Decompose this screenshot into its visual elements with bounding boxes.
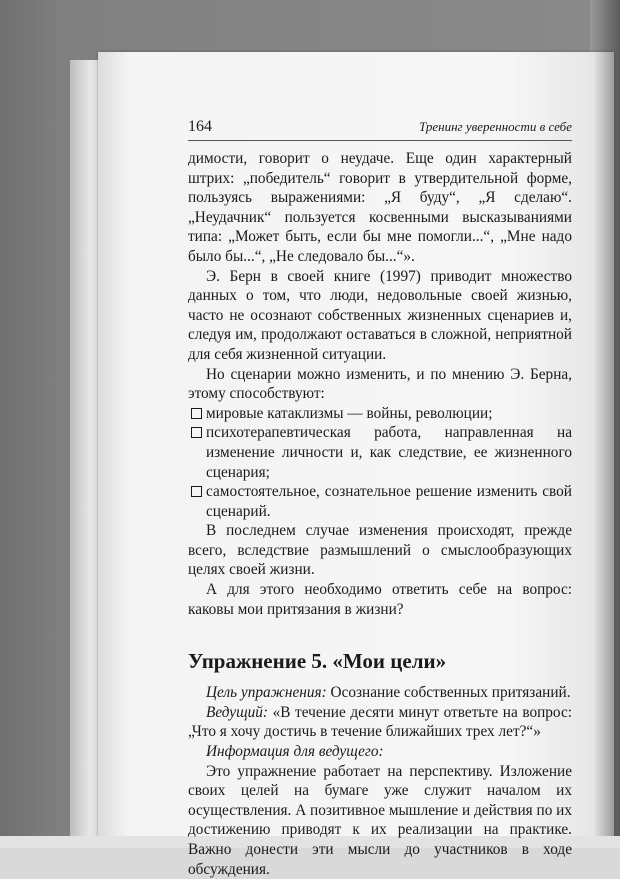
goal-text: Осознание собственных притязаний. bbox=[326, 684, 571, 702]
goal-label: Цель упражнения: bbox=[206, 684, 327, 702]
list-item bbox=[188, 423, 572, 482]
page-number: 164 bbox=[188, 118, 212, 135]
exercise-title: Упражнение 5. «Мои цели» bbox=[188, 649, 447, 674]
checkbox-icon bbox=[191, 486, 202, 497]
paragraph: Э. Берн в своей книге (1997) приводит множество данных о том, что люди, недовольные своей жизнью, часто не осознают собственных жизненных сценариев и, следуя им, продолжают оставаться в сложной, неприятной для себя жизненной ситуации. bbox=[188, 267, 572, 363]
running-header bbox=[188, 118, 572, 141]
paragraph: В последнем случае изменения происходят, прежде всего, вследствие размышлений о смыслообразующих целях своей жизни. bbox=[188, 522, 572, 579]
host-text: «В течение десяти минут ответьте на вопрос: „Что я хочу достичь в течение ближайших трех лет?“» bbox=[188, 703, 572, 741]
list-item bbox=[188, 404, 572, 424]
host-label: Ведущий: bbox=[206, 703, 269, 721]
checkbox-icon bbox=[191, 408, 202, 419]
paragraph: димости, говорит о неудаче. Еще один характерный штрих: „победитель“ говорит в утвердительной форме, пользуясь выражениями: „Я буду“, „Я сделаю“. „Неудачник“ пользуется косвенными высказываниями типа: „Может быть, если бы мне помогли...“, „Мне надо было бы...“, „Не следовало бы...“». bbox=[188, 150, 572, 265]
list-item bbox=[188, 482, 572, 521]
list-item-text: самостоятельное, сознательное решение изменить свой сценарий. bbox=[206, 483, 572, 520]
paragraph: Но сценарии можно изменить, и по мнению Э. Берна, этому способствуют: bbox=[188, 365, 572, 403]
exercise-goal bbox=[188, 683, 572, 703]
book-title: Тренинг уверенности в себе bbox=[418, 119, 572, 134]
paragraph: Это упражнение работает на перспективу. Изложение своих целей на бумаге уже служит началом их осуществления. А позитивное мышление и действия по их достижению приводят к их реализации на практике. Важно донести эти мысли до участников в ходе обсуждения. bbox=[188, 762, 573, 878]
page-content bbox=[188, 118, 572, 879]
list-item-text: психотерапевтическая работа, направленная на изменение личности и, как следствие, ее жизненного сценария; bbox=[206, 424, 572, 481]
paragraph: А для этого необходимо ответить себе на вопрос: каковы мои притязания в жизни? bbox=[188, 581, 572, 618]
exercise-host bbox=[188, 703, 572, 742]
list-item-text: мировые катаклизмы — войны, революции; bbox=[206, 404, 493, 422]
info-label: Информация для ведущего: bbox=[206, 743, 384, 761]
bullet-list bbox=[188, 404, 572, 522]
checkbox-icon bbox=[191, 427, 202, 438]
exercise-info-heading bbox=[188, 742, 572, 762]
